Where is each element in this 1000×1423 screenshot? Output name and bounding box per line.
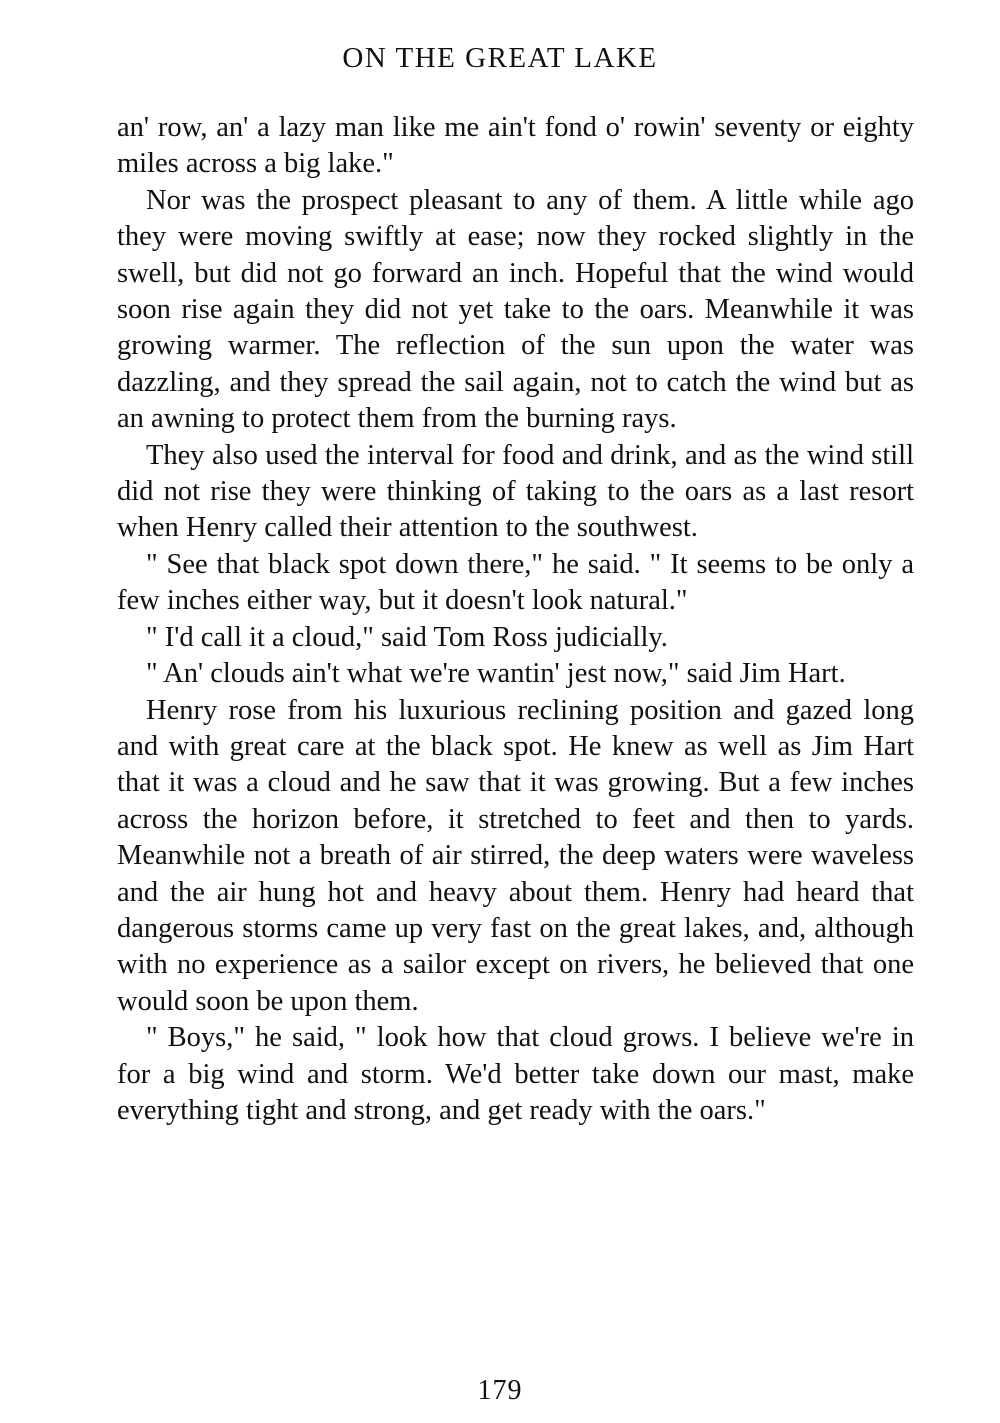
paragraph: They also used the interval for food and drink, and as the wind still did not rise they were thinking of taking to the oars as a last resort when Henry called their attention to the southwest. — [117, 439, 914, 544]
paragraph-continued: an' row, an' a lazy man like me ain't fond o' rowin' seventy or eighty miles across a big lake." — [117, 112, 914, 180]
paragraph: " An' clouds ain't what we're wantin' jest now," said Jim Hart. — [146, 658, 846, 690]
body-text — [117, 110, 914, 1129]
running-head: ON THE GREAT LAKE — [342, 42, 658, 74]
paragraph: " See that black spot down there," he said. " It seems to be only a few inches either way, but it doesn't look natural." — [117, 548, 914, 617]
paragraph: " I'd call it a cloud," said Tom Ross judicially. — [146, 621, 668, 653]
paragraph: Henry rose from his luxurious reclining position and gazed long and with great care at the black spot. He knew as well as Jim Hart that it was a cloud and he saw that it was growing. But a few inches across the horizon before, it stretched to feet and then to yards. Meanwhile not a breath of air stirred, the deep waters were waveless and the air hung hot and heavy about them. Henry had heard that dangerous storms came up very fast on the great lakes, and, although with no experience as a sailor except on rivers, he believed that one would soon be upon them. — [117, 694, 914, 1017]
paragraph: " Boys," he said, " look how that cloud grows. I believe we're in for a big wind and storm. We'd better take down our mast, make everything tight and strong, and get ready with the oars." — [117, 1022, 914, 1126]
page-number: 179 — [477, 1375, 523, 1406]
paragraph: Nor was the prospect pleasant to any of them. A little while ago they were moving swiftly at ease; now they rocked slightly in the swell, but did not go forward an inch. Hopeful that the wind would soon rise again they did not yet take to the oars. Meanwhile it was growing warmer. The reflection of the sun upon the water was dazzling, and they spread the sail again, not to catch the wind but as an awning to protect them from the burning rays. — [117, 184, 914, 435]
